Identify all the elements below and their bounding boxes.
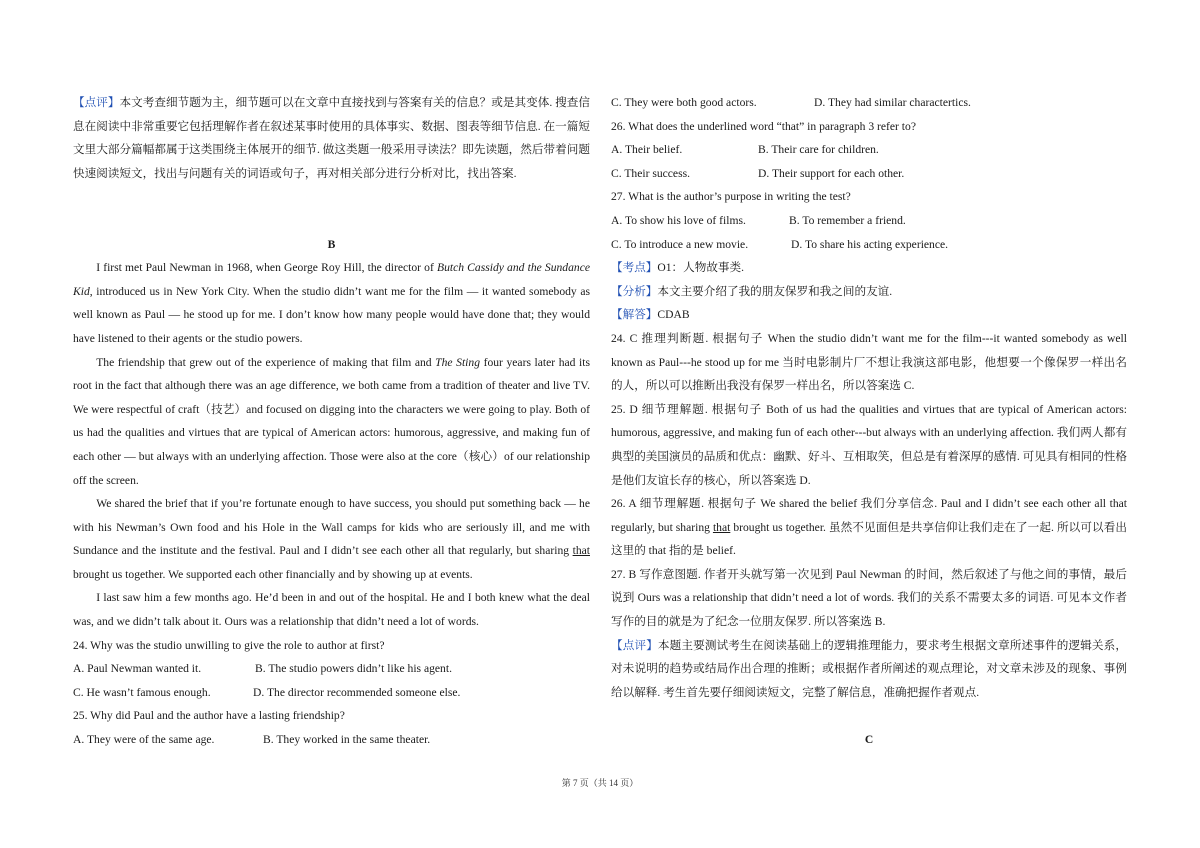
- fenxi-line: 【分析】本文主要介绍了我的朋友保罗和我之间的友谊.: [611, 284, 893, 298]
- options-row: [73, 657, 590, 681]
- option: D. To share his acting experience.: [791, 237, 949, 251]
- option: A. Their belief.: [611, 143, 683, 157]
- comment-tag: 【点评】: [611, 638, 658, 652]
- passage-paragraph-2: The friendship that grew out of the experience of making that film and The Sting four years later had its root in the fact that although there was an age difference, we both came from a tradition of theater and live TV. We were respectful of craft（技艺）and focused on digging into the characters we were going to play. Both of us had the qualities and virtues that are typical of American actors: humorous, aggressive, and making fun of each other — but always with an underlying affection. Those were also at the core（核心）of our relationship off the screen.: [73, 355, 591, 487]
- left-column: [73, 91, 590, 752]
- options-row: [611, 209, 1127, 233]
- answer-27: 27. B 写作意图题. 作者开头就写第一次见到 Paul Newman 的时间，然后叙述了与他之间的事情，最后说到 Ours was a relationship that didn’t need a lot of words. 我们的关系不需要太多的词语. 可见本文作者写作的目的就是为了纪念一位朋友保罗. 所以答案选 B.: [611, 567, 1127, 629]
- options-row: [611, 91, 1127, 115]
- passage-paragraph-3: We shared the brief that if you’re fortunate enough to have success, you should put something back — he with his Newman’s Own food and his Hole in the Wall camps for kids who are seriously ill, and me with Sundance and the institute and the festival. Paul and I didn’t see each other all that regularly, but sharing that brought us together. We supported each other financially and by showing up at events.: [73, 497, 590, 581]
- comment-paragraph: 【点评】本题主要测试考生在阅读基础上的逻辑推理能力，要求考生根据文章所述事件的逻辑关系，对未说明的趋势或结局作出合理的推断；或根据作者所阐述的观点理论，对文章未涉及的现象、事例给以解释. 考生首先要仔细阅读短文，完整了解信息，准确把握作者观点.: [611, 638, 1127, 699]
- option: B. They worked in the same theater.: [263, 733, 431, 747]
- underlined-word: that: [712, 520, 731, 534]
- option: C. To introduce a new movie.: [611, 237, 749, 251]
- option: D. Their support for each other.: [758, 166, 905, 180]
- section-label-b: B: [327, 237, 336, 251]
- passage-paragraph-1: I first met Paul Newman in 1968, when George Roy Hill, the director of Butch Cassidy and the Sundance Kid, introduced us in New York City. When the studio didn’t want me for the film — it wanted somebody as well known as Paul — he stood up for me. I don’t know how many people would have done that; they would have listened to their agents or the studio powers.: [73, 261, 590, 345]
- answer-24: 24. C 推理判断题. 根据句子 When the studio didn’t want me for the film---it wanted somebody as well known as Paul---he stood up for me 当时电影制片厂不想让我演这部电影，他想要一个像保罗一样出名的人，所以可以推断出我没有保罗一样出名，所以答案选 C.: [611, 331, 1127, 393]
- option: D. The director recommended someone else.: [253, 685, 461, 699]
- section-label-c: C: [864, 733, 874, 747]
- underlined-word: that: [572, 544, 590, 558]
- passage-paragraph-4: I last saw him a few months ago. He’d been in and out of the hospital. He and I both knew what the deal was, and we didn’t talk about it. Ours was a relationship that didn’t need a lot of words.: [73, 591, 590, 629]
- question-26: 26. What does the underlined word “that” in paragraph 3 refer to?: [611, 119, 916, 133]
- options-row: [611, 233, 1127, 257]
- option: C. He wasn’t famous enough.: [73, 685, 211, 699]
- option: B. To remember a friend.: [789, 213, 906, 227]
- jieda-tag: 【解答】: [611, 308, 658, 322]
- right-column: [611, 91, 1127, 752]
- option: B. The studio powers didn’t like his agent.: [255, 662, 452, 676]
- question-27: 27. What is the author’s purpose in writing the test?: [611, 190, 851, 204]
- answer-25: 25. D 细节理解题. 根据句子 Both of us had the qualities and virtues that are typical of American actors: humorous, aggressive, and making fun of each other---but always with an underlying affection. 我们两人都有典型的美国演员的品质和优点：幽默、好斗、互相取笑，但总是有着深厚的感情. 可见具有相同的性格是他们友谊长存的核心，所以答案选 D.: [611, 402, 1127, 487]
- option: A. They were of the same age.: [73, 733, 215, 747]
- kaodian-tag: 【考点】: [611, 261, 658, 275]
- options-row: [73, 681, 590, 705]
- option: C. They were both good actors.: [611, 96, 757, 109]
- option: A. To show his love of films.: [611, 213, 746, 227]
- question-25: 25. Why did Paul and the author have a lasting friendship?: [73, 709, 345, 723]
- film-title: Butch Cassidy and the Sundance Kid: [73, 261, 590, 298]
- kaodian-line: 【考点】O1：人物故事类.: [611, 261, 745, 275]
- question-24: 24. Why was the studio unwilling to give the role to author at first?: [73, 638, 385, 652]
- option: D. They had similar charactertics.: [814, 96, 971, 109]
- page-footer: 第 7 页（共 14 页）: [561, 778, 639, 788]
- comment-paragraph: [73, 91, 590, 185]
- options-row: [73, 728, 590, 752]
- jieda-line: 【解答】CDAB: [611, 308, 690, 322]
- comment-text: 本文考查细节题为主，细节题可以在文章中直接找到与答案有关的信息？或是其变体. 搜查信息在阅读中非常重要它包括理解作者在叙述某事时使用的具体事实、数据、图表等细节信息. 在一篇短文里大部分篇幅都属于这类围绕主体展开的细节. 做这类题一般采用寻读法？即先读题，然后带着问题快速阅读短文，找出与问题有关的词语或句子，再对相关部分进行分析对比，找出答案.: [73, 96, 590, 180]
- film-title: The Sting: [435, 355, 480, 369]
- option: B. Their care for children.: [758, 143, 879, 157]
- answer-26: 26. A 细节理解题. 根据句子 We shared the belief 我们分享信念. Paul and I didn’t see each other all that regularly, but sharing that brought us together. 虽然不见面但是共享信仰让我们走在了一起. 所以可以看出这里的 that 指的是 belief.: [611, 497, 1128, 558]
- option: C. Their success.: [611, 166, 690, 180]
- options-row: [611, 162, 1127, 186]
- comment-tag: 【点评】: [73, 96, 120, 109]
- options-row: [611, 138, 1127, 162]
- fenxi-tag: 【分析】: [611, 284, 658, 298]
- option: A. Paul Newman wanted it.: [73, 662, 202, 676]
